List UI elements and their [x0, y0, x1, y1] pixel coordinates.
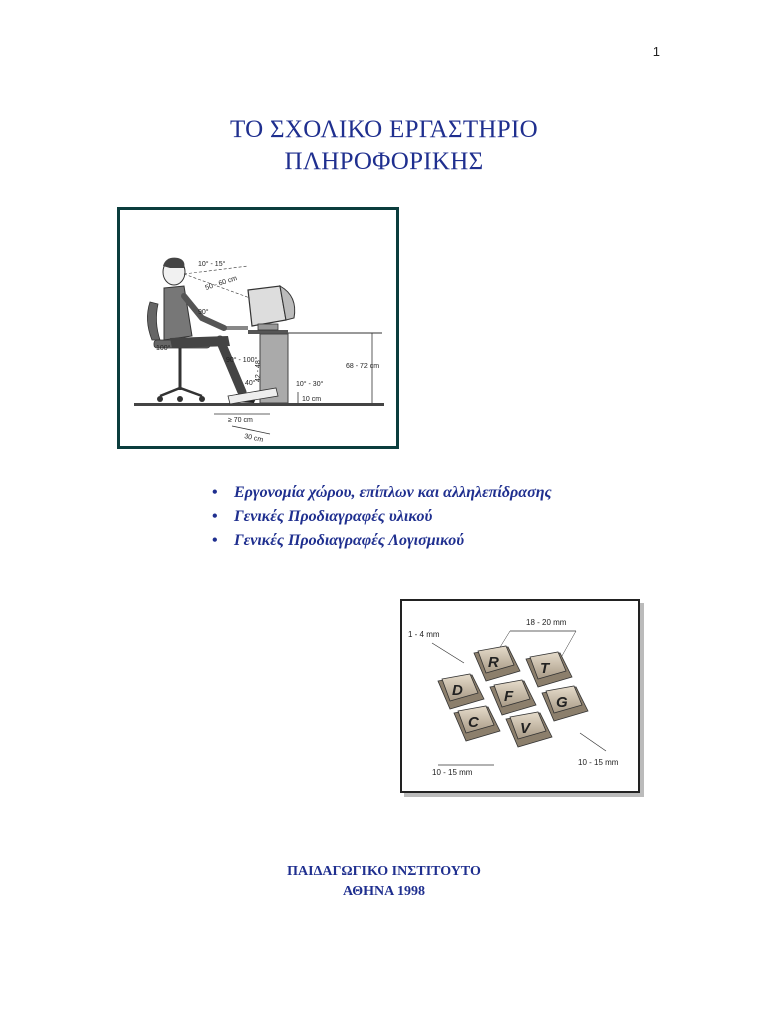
key-f-label: F: [504, 688, 514, 705]
title-line-2: ΠΛΗΡΟΦΟΡΙΚΗΣ: [284, 148, 484, 175]
key-gap-dim: [432, 643, 464, 663]
footrest-height-label: 10 cm: [302, 396, 322, 403]
desk-keyboard: [224, 326, 248, 330]
foot-depth-label: 30 cm: [243, 433, 264, 444]
key-pitch-label: 18 - 20 mm: [526, 618, 567, 627]
list-item: [212, 481, 552, 505]
knee-height-label: 42 - 48: [255, 360, 262, 382]
topic-text: Εργονομία χώρου, επίπλων και αλληλεπίδρασης: [234, 484, 552, 501]
publisher-name: ΠΑΙΔΑΓΩΓΙΚΟ ΙΝΣΤΙΤΟΥΤΟ: [287, 864, 481, 879]
key-v: [506, 712, 552, 747]
elbow-angle-label: 90°: [198, 309, 209, 316]
person-shin: [220, 340, 242, 392]
topic-text: Γενικές Προδιαγραφές υλικού: [234, 508, 433, 525]
leg-depth-label: ≥ 70 cm: [228, 417, 253, 424]
chair-wheel-right: [199, 396, 205, 402]
key-f: [490, 680, 536, 715]
bullet-icon: •: [212, 508, 218, 525]
chair-base: [160, 388, 202, 396]
foot-angle-label: 10° - 30°: [296, 381, 324, 388]
desk-top: [248, 330, 288, 334]
person-hair: [163, 258, 184, 268]
floor-line: [134, 403, 384, 406]
monitor-screen: [248, 286, 286, 326]
keyboard-illustration: [400, 599, 640, 793]
keyboard-drawing: [402, 601, 638, 791]
desk-height-label: 68 - 72 cm: [346, 363, 380, 370]
key-d: [438, 674, 484, 709]
title-line-1: ΤΟ ΣΧΟΛΙΚΟ ΕΡΓΑΣΤΗΡΙΟ: [230, 116, 538, 143]
topic-text: Γενικές Προδιαγραφές Λογισμικού: [234, 532, 465, 549]
hip-angle-label: 100°: [156, 345, 171, 352]
publisher-info: [0, 862, 768, 902]
chair-wheel-center: [177, 396, 183, 402]
key-t-label: T: [540, 660, 550, 677]
key-g: [542, 686, 588, 721]
key-width-bottom-label: 10 - 15 mm: [432, 768, 473, 777]
page-title: [0, 114, 768, 178]
key-v-label: V: [520, 720, 531, 737]
key-g-label: G: [556, 694, 568, 711]
topics-list: [212, 481, 552, 553]
page-number: 1: [652, 44, 660, 59]
key-t: [526, 652, 572, 687]
person-torso: [164, 286, 192, 340]
key-r: [474, 646, 520, 681]
foot-depth-dim: [232, 426, 270, 434]
key-c-label: C: [468, 714, 479, 731]
publication-place-year: ΑΘΗΝΑ 1998: [342, 884, 426, 899]
small-angle-label: 40°: [245, 380, 256, 387]
monitor-stand: [258, 324, 278, 330]
chair-wheel-left: [157, 396, 163, 402]
key-width-right-label: 10 - 15 mm: [578, 758, 619, 767]
key-d-label: D: [452, 682, 463, 699]
list-item: [212, 505, 552, 529]
key-gap-label: 1 - 4 mm: [408, 630, 440, 639]
bullet-icon: •: [212, 484, 218, 501]
view-distance-label: 50 - 60 cm: [204, 275, 239, 292]
knee-angle-label: 90° - 100°: [226, 357, 258, 364]
eye-angle-label: 10° - 15°: [198, 261, 226, 268]
ergonomics-illustration: [117, 207, 399, 449]
bullet-icon: •: [212, 532, 218, 549]
key-c: [454, 706, 500, 741]
key-width-right-dim: [580, 733, 606, 751]
ergonomics-drawing: [120, 210, 396, 446]
list-item: [212, 529, 552, 553]
chair-back: [147, 302, 160, 340]
key-r-label: R: [488, 654, 499, 671]
